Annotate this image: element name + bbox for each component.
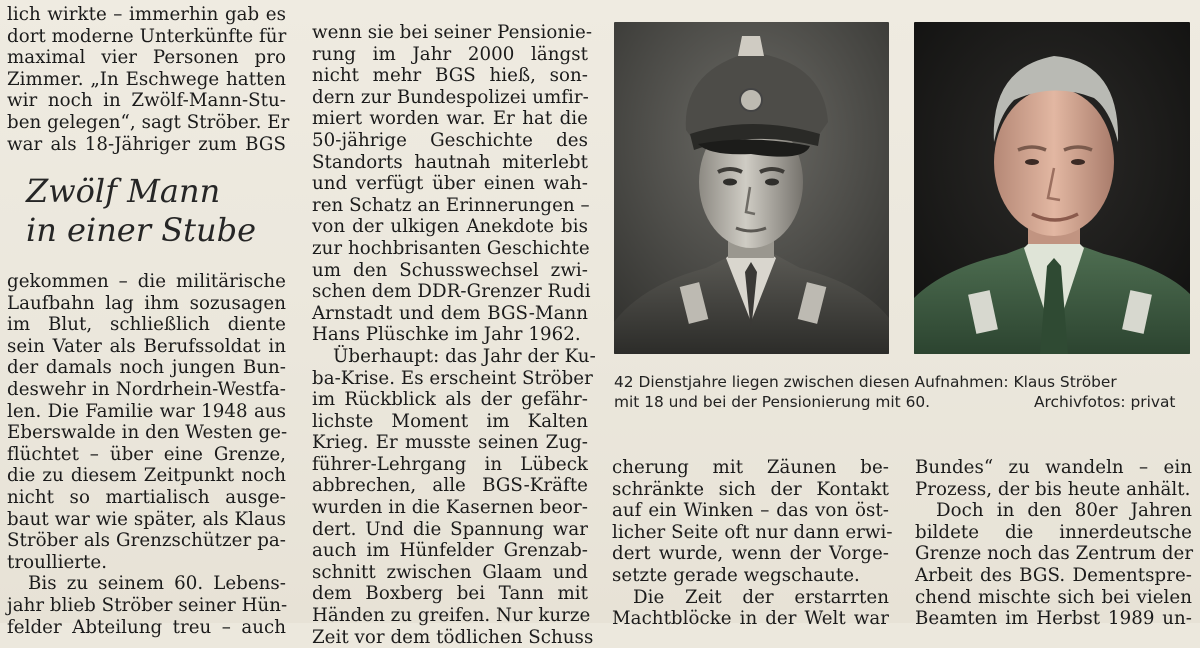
text-line: ba-Krise. Es erscheint Ströber — [312, 367, 593, 389]
text-line: wir noch in Zwölf-Mann-Stu- — [7, 90, 286, 112]
column-2 — [312, 22, 596, 648]
text-line: Machtblöcke in der Welt war — [612, 608, 889, 630]
text-line: felder Abteilung treu – auch — [7, 616, 286, 638]
text-line: ren Schatz an Erinnerungen – — [312, 194, 590, 216]
text-line: Grenze noch das Zentrum der — [915, 543, 1194, 565]
text-line: maximal vier Personen pro — [7, 47, 286, 69]
text-line: Hans Plüschke im Jahr 1962. — [312, 324, 581, 346]
photo-young-officer — [614, 22, 889, 354]
text-line: zur hochbrisanten Geschichte — [312, 237, 590, 259]
text-line: dort moderne Unterkünfte für — [7, 25, 287, 47]
text-line: und verfügt über einen wah- — [312, 173, 588, 195]
text-line: cherung mit Zäunen be- — [612, 457, 889, 478]
subheading-line: Zwölf Mann — [26, 172, 221, 210]
text-line: Prozess, der bis heute anhält. — [915, 478, 1191, 500]
text-line: schnitt zwischen Glaam und — [312, 561, 588, 583]
text-line: nicht so martialisch ausge- — [7, 486, 286, 508]
text-line: deswehr in Nordrhein-Westfa- — [7, 378, 286, 400]
portrait-older-image — [914, 22, 1190, 354]
text-line: Standorts hautnah miterlebt — [312, 151, 588, 173]
photo-older-officer — [914, 22, 1190, 354]
text-line: die zu diesem Zeitpunkt noch — [7, 465, 286, 487]
text-line: dern zur Bundespolizei umfir- — [312, 86, 589, 108]
text-line: dert. Und die Spannung war — [312, 518, 588, 540]
text-line: auf ein Winken – das von öst- — [612, 500, 889, 522]
text-line: licher Seite oft nur dann erwi- — [612, 521, 893, 543]
subheading-line: in einer Stube — [26, 211, 257, 249]
text-line: dem Boxberg bei Tann mit — [312, 583, 588, 605]
column-1-bottom — [7, 271, 286, 638]
text-line: von der ulkigen Anekdote bis — [312, 216, 588, 238]
subheading — [26, 172, 296, 250]
text-line: len. Die Familie war 1948 aus — [7, 400, 286, 422]
text-line: wenn sie bei seiner Pensionie- — [312, 22, 593, 43]
caption-line: 42 Dienstjahre liegen zwischen diesen Aufnahmen: Klaus Ströber — [614, 373, 1117, 391]
column-1-top — [7, 4, 290, 155]
text-line: schränkte sich der Kontakt — [612, 478, 889, 500]
text-line: Beamten im Herbst 1989 un- — [915, 608, 1192, 630]
photo-caption — [614, 373, 1190, 412]
caption-line: mit 18 und bei der Pensionierung mit 60. — [614, 392, 931, 411]
text-line: Doch in den 80er Jahren — [936, 500, 1192, 522]
text-line: abbrechen, alle BGS-Kräfte — [312, 475, 588, 497]
text-line: war als 18-Jähriger zum BGS — [7, 133, 286, 155]
text-line: auch im Hünfelder Grenzab- — [312, 540, 588, 562]
text-line: bildete die innerdeutsche — [915, 521, 1192, 543]
text-line: Bis zu seinem 60. Lebens- — [28, 573, 286, 595]
text-line: Krieg. Er musste seinen Zug- — [312, 432, 588, 454]
text-line: flüchtet – über eine Grenze, — [7, 443, 286, 465]
text-line: setzte gerade wegschaute. — [612, 564, 860, 586]
text-line: jahr blieb Ströber seiner Hün- — [7, 594, 288, 616]
text-line: Arnstadt und dem BGS-Mann — [312, 302, 588, 324]
text-line: lich wirkte – immerhin gab es — [7, 4, 286, 25]
text-line: lichste Moment im Kalten — [312, 410, 588, 432]
text-line: miert worden war. Er hat die — [312, 108, 588, 130]
text-line: chend mischte sich bei vielen — [915, 586, 1192, 608]
text-line: ben gelegen“, sagt Ströber. Er — [7, 111, 290, 133]
text-line: sein Vater als Berufssoldat in — [7, 335, 286, 357]
text-line: um den Schusswechsel zwi- — [312, 259, 588, 281]
text-line: Ströber als Grenzschützer pa- — [7, 530, 286, 552]
text-line: im Blut, schließlich diente — [7, 314, 286, 336]
text-line: schen dem DDR-Grenzer Rudi — [312, 281, 591, 303]
text-line: Händen zu greifen. Nur kurze — [312, 605, 591, 627]
text-line: Die Zeit der erstarrten — [633, 586, 889, 608]
text-line: wurden in die Kasernen beor- — [312, 497, 588, 519]
text-line: rung im Jahr 2000 längst — [312, 43, 588, 65]
column-4 — [915, 457, 1192, 630]
text-line: Überhaupt: das Jahr der Ku- — [333, 345, 596, 367]
column-3 — [612, 457, 893, 630]
text-line: Zeit vor dem tödlichen Schuss — [312, 626, 594, 648]
portrait-young-image — [614, 22, 889, 354]
text-line: der damals noch jungen Bun- — [7, 357, 286, 379]
text-line: Eberswalde in den Westen ge- — [7, 422, 288, 444]
text-line: dert wurde, wenn der Vorge- — [612, 543, 889, 565]
text-line: nicht mehr BGS hieß, son- — [312, 65, 588, 87]
text-line: Arbeit des BGS. Dementspre- — [915, 564, 1192, 586]
text-line: troullierte. — [7, 551, 108, 573]
photo-credit: Archivfotos: privat — [1034, 392, 1176, 411]
text-line: im Rückblick als der gefähr- — [312, 389, 588, 411]
text-line: baut war wie später, als Klaus — [7, 508, 286, 530]
text-line: Zimmer. „In Eschwege hatten — [7, 68, 286, 90]
text-line: 50-jährige Geschichte des — [312, 129, 588, 151]
text-line: gekommen – die militärische — [7, 271, 286, 292]
text-line: Laufbahn lag ihm sozusagen — [7, 292, 286, 314]
text-line: Bundes“ zu wandeln – ein — [915, 457, 1192, 478]
text-line: führer-Lehrgang in Lübeck — [312, 453, 588, 475]
